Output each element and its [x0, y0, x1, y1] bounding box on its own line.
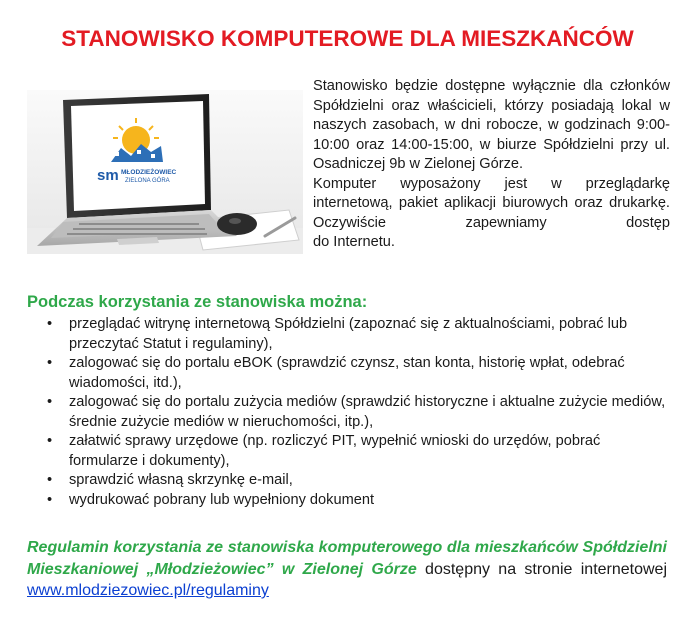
logo-mark: sm [97, 167, 119, 184]
laptop-photo [27, 90, 303, 254]
list-item: • zalogować się do portalu zużycia mediów (sprawdzić historyczne i aktualne zużycie mediów, średnie zużycie mediów w nieruchomości, itp.), [27, 393, 667, 432]
mouse-icon [217, 213, 257, 235]
laptop-illustration [27, 90, 303, 254]
uses-list [27, 315, 667, 510]
list-item: • sprawdzić własną skrzynkę e-mail, [27, 471, 667, 491]
page-title: STANOWISKO KOMPUTEROWE DLA MIESZKAŃCÓW [61, 26, 634, 51]
logo-line1: MŁODZIEŻOWIEC [121, 169, 177, 176]
intro-paragraph-tail: do Internetu. [313, 234, 395, 250]
regulations-text: dostępny na stronie internetowej [416, 560, 668, 578]
intro-paragraph-equipment: Komputer wyposażony jest w przeglądarkę internetową, pakiet aplikacji biurowych oraz drukarkę. Oczywiście zapewniamy dostęp [313, 175, 670, 231]
list-item: • załatwić sprawy urzędowe (np. rozliczyć PIT, wypełnić wnioski do urzędów, pobrać formularze i dokumenty), [27, 432, 667, 471]
list-item: • przeglądać witrynę internetową Spółdzielni (zapoznać się z aktualnościami, pobrać lub przeczytać Statut i regulaminy), [27, 315, 667, 354]
section-heading: Podczas korzystania ze stanowiska można: [27, 293, 368, 311]
regulations-note [27, 537, 667, 602]
regulations-title: Regulamin korzystania ze stanowiska komputerowego dla mieszkańców Spółdzielni Mieszkaniowej „Młodzieżowiec” w Zielonej Górze [27, 539, 667, 578]
intro-paragraph-availability: Stanowisko będzie dostępne wyłącznie dla członków Spółdzielni oraz właścicieli, którzy posiadają lokal w naszych zasobach, w dni robocze, w godzinach 9:00-10:00 oraz 14:00-15:00, w biurze Spółdzielni przy ul. Osadniczej 9b w Zielonej Górze. [313, 78, 670, 172]
list-item: • zalogować się do portalu eBOK (sprawdzić czynsz, stan konta, historię wpłat, odebrać wiadomości, itd.), [27, 354, 667, 393]
list-item: • wydrukować pobrany lub wypełniony dokument [27, 491, 667, 511]
regulations-link[interactable]: www.mlodziezowiec.pl/regulaminy [27, 582, 269, 599]
logo-line2: ZIELONA GÓRA [125, 178, 170, 184]
intro-text [313, 77, 670, 253]
